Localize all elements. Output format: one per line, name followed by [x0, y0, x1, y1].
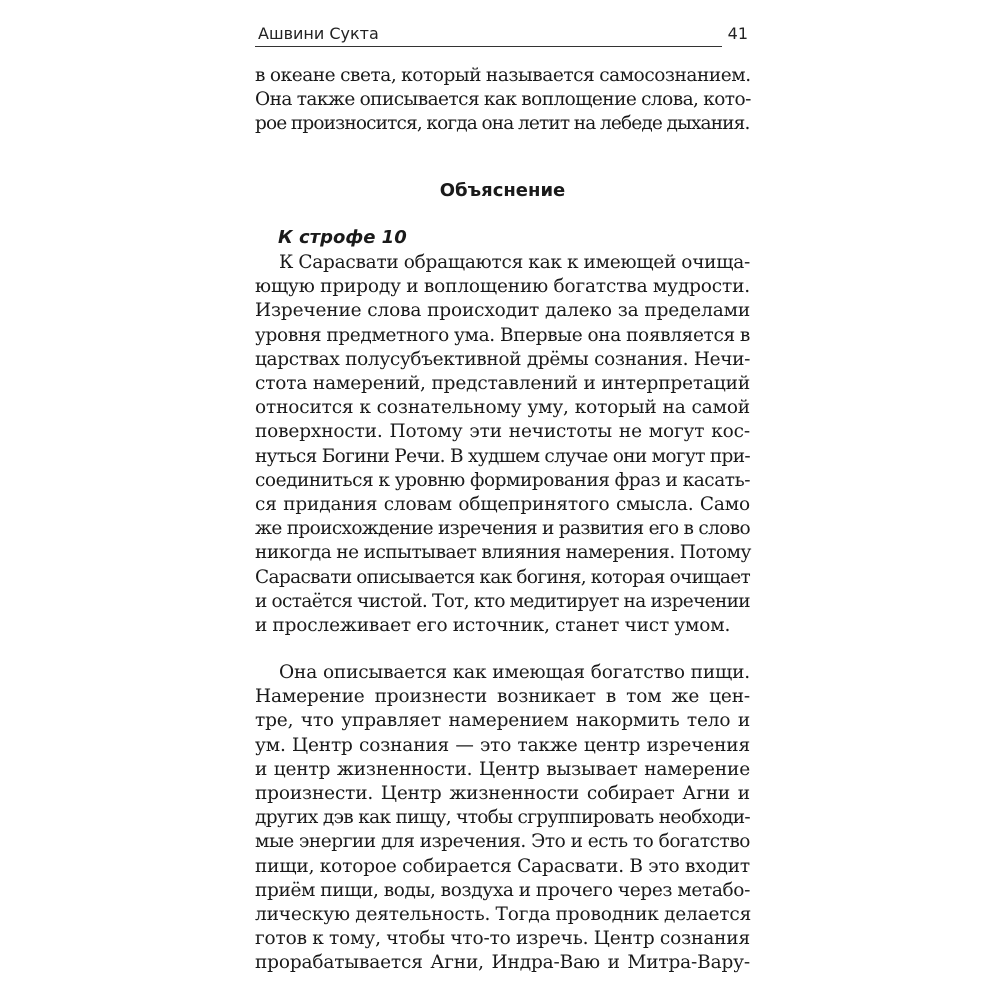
- text-line: готов к тому, чтобы что-то изречь. Центр сознания: [255, 928, 750, 950]
- text-line: и прослеживает его источник, станет чист умом.: [255, 615, 731, 637]
- paragraph-1: [255, 251, 750, 638]
- text-line: других дэв как пищу, чтобы сгруппировать необходи-: [255, 807, 750, 829]
- text-line: никогда не испытывает влияния намерения. Потому: [255, 542, 751, 564]
- text-line: стота намерений, представлений и интерпретаций: [255, 373, 750, 395]
- text-line: лическую деятельность. Тогда проводник делается: [255, 904, 752, 926]
- text-line: ся придания словам общепринятого смысла. Само: [255, 494, 750, 516]
- text-line: уровня предметного ума. Впервые она появляется в: [255, 324, 750, 346]
- text-line: ум. Центр сознания — это также центр изречения: [255, 734, 750, 756]
- text-line: царствах полусубъективной дрёмы сознания. Нечи-: [255, 348, 750, 370]
- text-line: поверхности. Потому эти нечистоты не могут кос-: [255, 421, 750, 443]
- text-line: пищи, которое собирается Сарасвати. В это входит: [255, 855, 750, 877]
- text-line: К Сарасвати обращаются как к имеющей очища-: [279, 252, 750, 273]
- text-line: Изречение слова происходит далеко за пределами: [255, 300, 750, 322]
- text-line: относится к сознательному уму, который на самой: [255, 397, 750, 419]
- text-line: Сарасвати описывается как богиня, которая очищает: [255, 566, 751, 588]
- top-paragraph: [255, 64, 750, 137]
- text-line: Намерение произнести возникает в том же цен-: [255, 686, 750, 708]
- header-rule: [255, 46, 722, 47]
- running-header: [255, 18, 750, 50]
- text-line: в океане света, который называется самосознанием.: [255, 65, 751, 86]
- text-line: мые энергии для изречения. Это и есть то богатство: [255, 831, 750, 853]
- stanza-heading: К строфе 10: [278, 227, 407, 248]
- text-line: Она также описывается как воплощение слова, кото-: [255, 89, 751, 111]
- text-line: рое произносится, когда она летит на лебеде дыхания.: [255, 113, 750, 135]
- text-line: приём пищи, воды, воздуха и прочего через метабо-: [255, 879, 750, 901]
- text-line: ющую природу и воплощению богатства мудрости.: [255, 276, 750, 298]
- text-line: и центр жизненности. Центр вызывает намерение: [255, 758, 750, 780]
- text-line: соединиться к уровню формирования фраз и касать-: [255, 469, 750, 491]
- section-heading: Объяснение: [439, 180, 566, 201]
- text-line: же происхождение изречения и развития его в слово: [255, 518, 750, 540]
- text-line: тре, что управляет намерением накормить тело и: [255, 710, 750, 732]
- running-header-title: Ашвини Сукта: [258, 24, 379, 43]
- paragraph-2: [255, 661, 750, 976]
- text-line: произнести. Центр жизненности собирает Агни и: [255, 783, 750, 805]
- text-line: Она описывается как имеющая богатство пищи.: [279, 662, 750, 683]
- text-line: нуться Богини Речи. В худшем случае они могут при-: [255, 445, 750, 467]
- book-page: [255, 18, 750, 993]
- text-line: прорабатывается Агни, Индра-Ваю и Митра-Вару-: [255, 952, 750, 974]
- page-number: 41: [727, 24, 748, 43]
- text-line: и остаётся чистой. Тот, кто медитирует на изречении: [255, 590, 750, 612]
